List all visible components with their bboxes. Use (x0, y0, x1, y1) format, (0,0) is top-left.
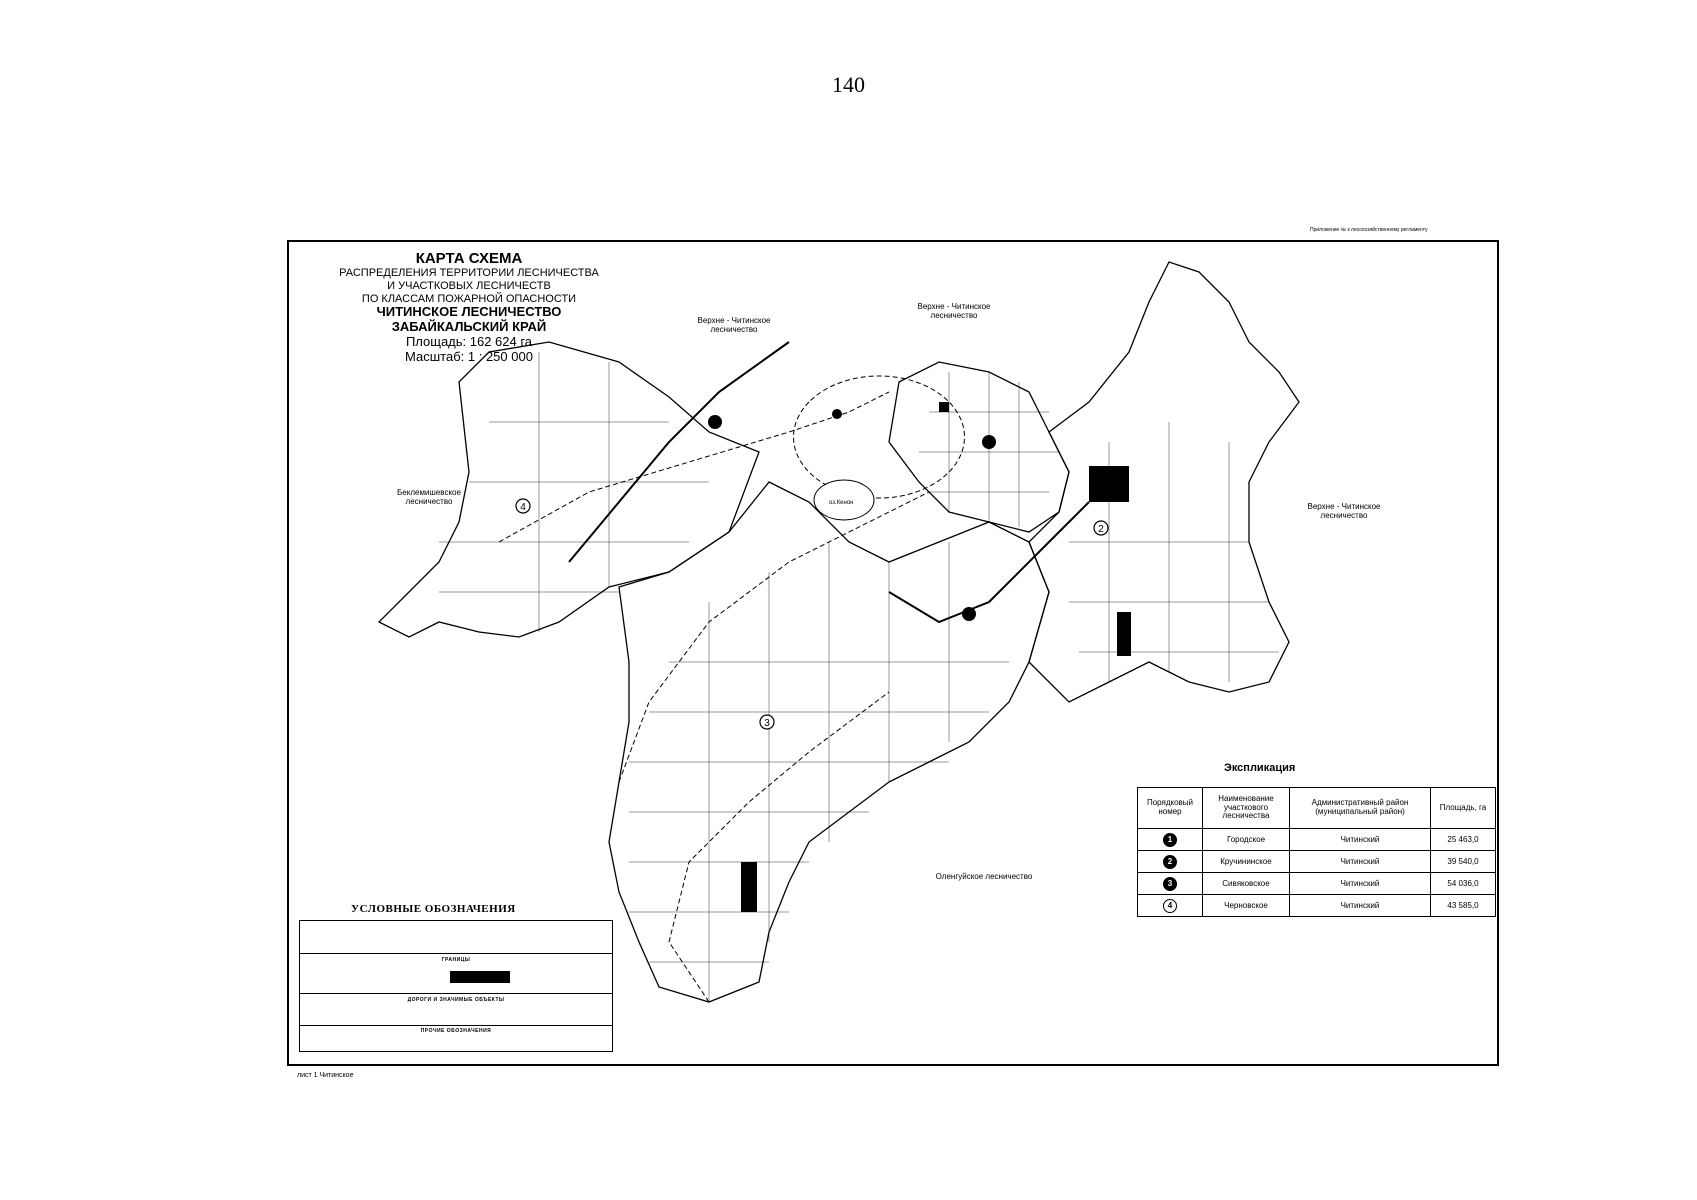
district-number-2: 2 (1098, 524, 1104, 535)
map-title: КАРТА СХЕМА (415, 250, 523, 267)
region-kruchininskoe (1029, 262, 1299, 702)
neighbor-label: Оленгуйское лесничество (935, 872, 1033, 881)
lake-label: оз.Кенон (829, 500, 854, 506)
footer-note: лист 1 Читинское (297, 1072, 354, 1079)
neighbor-label: Верхне - Читинское лесничество (917, 302, 991, 321)
table-row: 3 Сивяковское Читинский 54 036,0 (1138, 873, 1496, 895)
district-number-4: 4 (520, 502, 526, 513)
map-frame (287, 240, 1499, 1066)
table-row: 4 Черновское Читинский 43 585,0 (1138, 895, 1496, 917)
page-number: 140 (832, 72, 865, 97)
legend: ГРАНИЦЫ ДОРОГИ И ЗНАЧИМЫЕ ОБЪЕКТЫ ПРОЧИЕ ОБОЗНАЧЕНИЯ (299, 920, 613, 1052)
neighbor-label: Верхне - Читинское лесничество (697, 316, 771, 335)
table-row: 1 Городское Читинский 25 463,0 (1138, 829, 1496, 851)
map-area: Площадь: 162 624 га (405, 334, 533, 350)
explication-table: Порядковый номер Наименование участкового лесничества Административный район (муниципальный район) Площадь, га 1 Городское Читинский 25 463,0 2 Кручининское Читинский 39 540,0 3 Сивяковское Читинский 54 036,0 4 Черновское Читинский 43 585,0 (1137, 787, 1496, 917)
table-row: 2 Кручининское Читинский 39 540,0 (1138, 851, 1496, 873)
region-gorodskoe (889, 362, 1069, 532)
map-sheet-note: Приложение № к лесохозяйственному регламенту (1310, 227, 1428, 233)
map-title-block: КАРТА СХЕМА РАСПРЕДЕЛЕНИЯ ТЕРРИТОРИИ ЛЕСНИЧЕСТВА И УЧАСТКОВЫХ ЛЕСНИЧЕСТВ ПО КЛАССАМ ПОЖАРНОЙ ОПАСНОСТИ ЧИТИНСКОЕ ЛЕСНИЧЕСТВО ЗАБАЙКАЛЬСКИЙ КРАЙ Площадь: 162 624 га Масштаб: 1 : 250 000 (309, 250, 629, 365)
neighbor-label: Беклемишевское лесничество (397, 488, 461, 507)
neighbor-label: Верхне - Читинское лесничество (1307, 502, 1381, 521)
district-number-3: 3 (764, 718, 770, 729)
explication-title: Экспликация (1224, 762, 1296, 774)
map-scale: Масштаб: 1 : 250 000 (405, 348, 533, 364)
legend-title: УСЛОВНЫЕ ОБОЗНАЧЕНИЯ (351, 903, 516, 915)
